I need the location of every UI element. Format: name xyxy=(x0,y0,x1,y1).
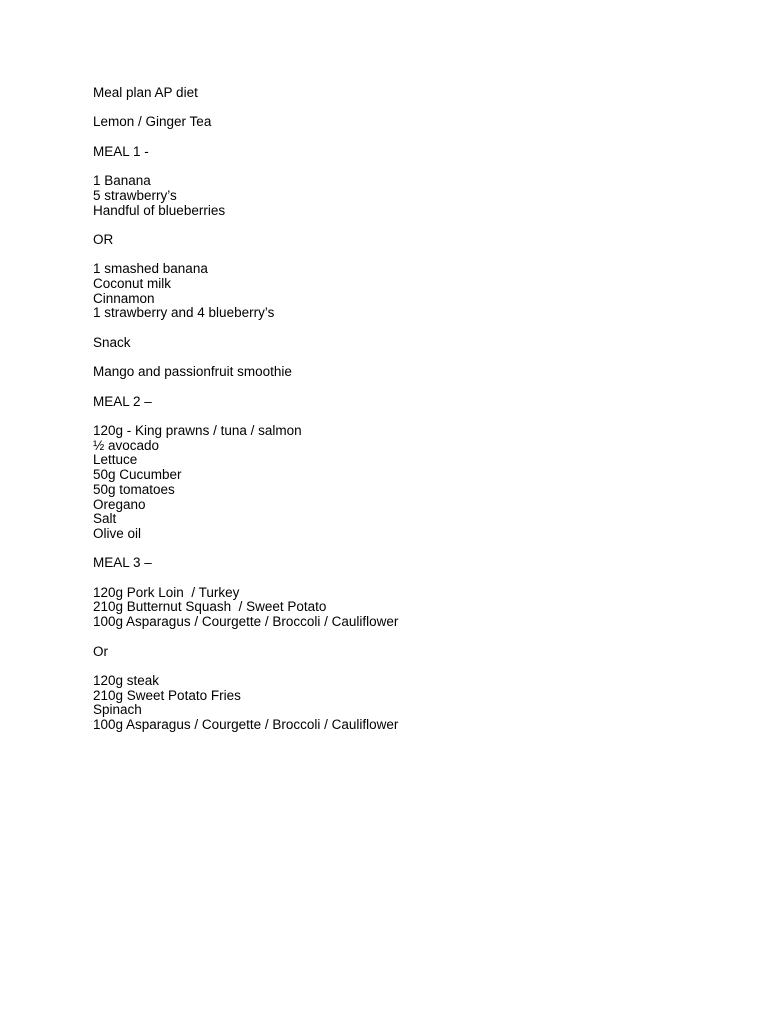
list-item: 100g Asparagus / Courgette / Broccoli / Cauliflower xyxy=(93,614,399,630)
snack-heading-block xyxy=(93,336,713,351)
meal1-or-label: OR xyxy=(93,231,114,247)
list-item: 1 Banana xyxy=(93,173,151,189)
meal2-heading-block xyxy=(93,395,713,410)
meal1-or-block xyxy=(93,233,713,248)
title-block xyxy=(93,86,713,101)
list-item: 210g Butternut Squash / Sweet Potato xyxy=(93,599,327,615)
snack-item-block xyxy=(93,365,713,380)
list-item: 210g Sweet Potato Fries xyxy=(93,687,241,703)
drink-line: Lemon / Ginger Tea xyxy=(93,114,212,130)
meal3-heading: MEAL 3 – xyxy=(93,555,152,571)
meal3-heading-block xyxy=(93,556,713,571)
list-item: 120g - King prawns / tuna / salmon xyxy=(93,423,302,439)
list-item: 1 smashed banana xyxy=(93,261,208,277)
list-item: Coconut milk xyxy=(93,276,172,292)
snack-item: Mango and passionfruit smoothie xyxy=(93,364,292,380)
list-item: 100g Asparagus / Courgette / Broccoli / Cauliflower xyxy=(93,717,399,733)
snack-heading: Snack xyxy=(93,334,131,350)
meal2-heading: MEAL 2 – xyxy=(93,393,152,409)
list-item: 120g Pork Loin / Turkey xyxy=(93,584,240,600)
meal3-or-label: Or xyxy=(93,643,108,659)
meal1-option-b xyxy=(93,262,713,321)
meal3-or-block xyxy=(93,645,713,660)
meal1-option-a xyxy=(93,174,713,218)
meal3-option-b xyxy=(93,674,713,733)
list-item: Salt xyxy=(93,511,117,527)
drink-block xyxy=(93,115,713,130)
meal3-option-a xyxy=(93,586,713,630)
list-item: Cinnamon xyxy=(93,290,155,306)
list-item: ½ avocado xyxy=(93,437,160,453)
document-body xyxy=(93,86,713,747)
meal1-heading-block xyxy=(93,145,713,160)
meal2-items xyxy=(93,424,713,542)
list-item: 50g tomatoes xyxy=(93,481,175,497)
list-item: 1 strawberry and 4 blueberry’s xyxy=(93,305,275,321)
list-item: Spinach xyxy=(93,702,142,718)
list-item: Oregano xyxy=(93,496,146,512)
list-item: 50g Cucumber xyxy=(93,467,182,483)
list-item: Lettuce xyxy=(93,452,138,468)
list-item: Olive oil xyxy=(93,525,142,541)
list-item: 5 strawberry’s xyxy=(93,187,177,203)
document-title: Meal plan AP diet xyxy=(93,85,198,100)
meal1-heading: MEAL 1 - xyxy=(93,143,149,159)
list-item: Handful of blueberries xyxy=(93,202,226,218)
list-item: 120g steak xyxy=(93,672,160,688)
